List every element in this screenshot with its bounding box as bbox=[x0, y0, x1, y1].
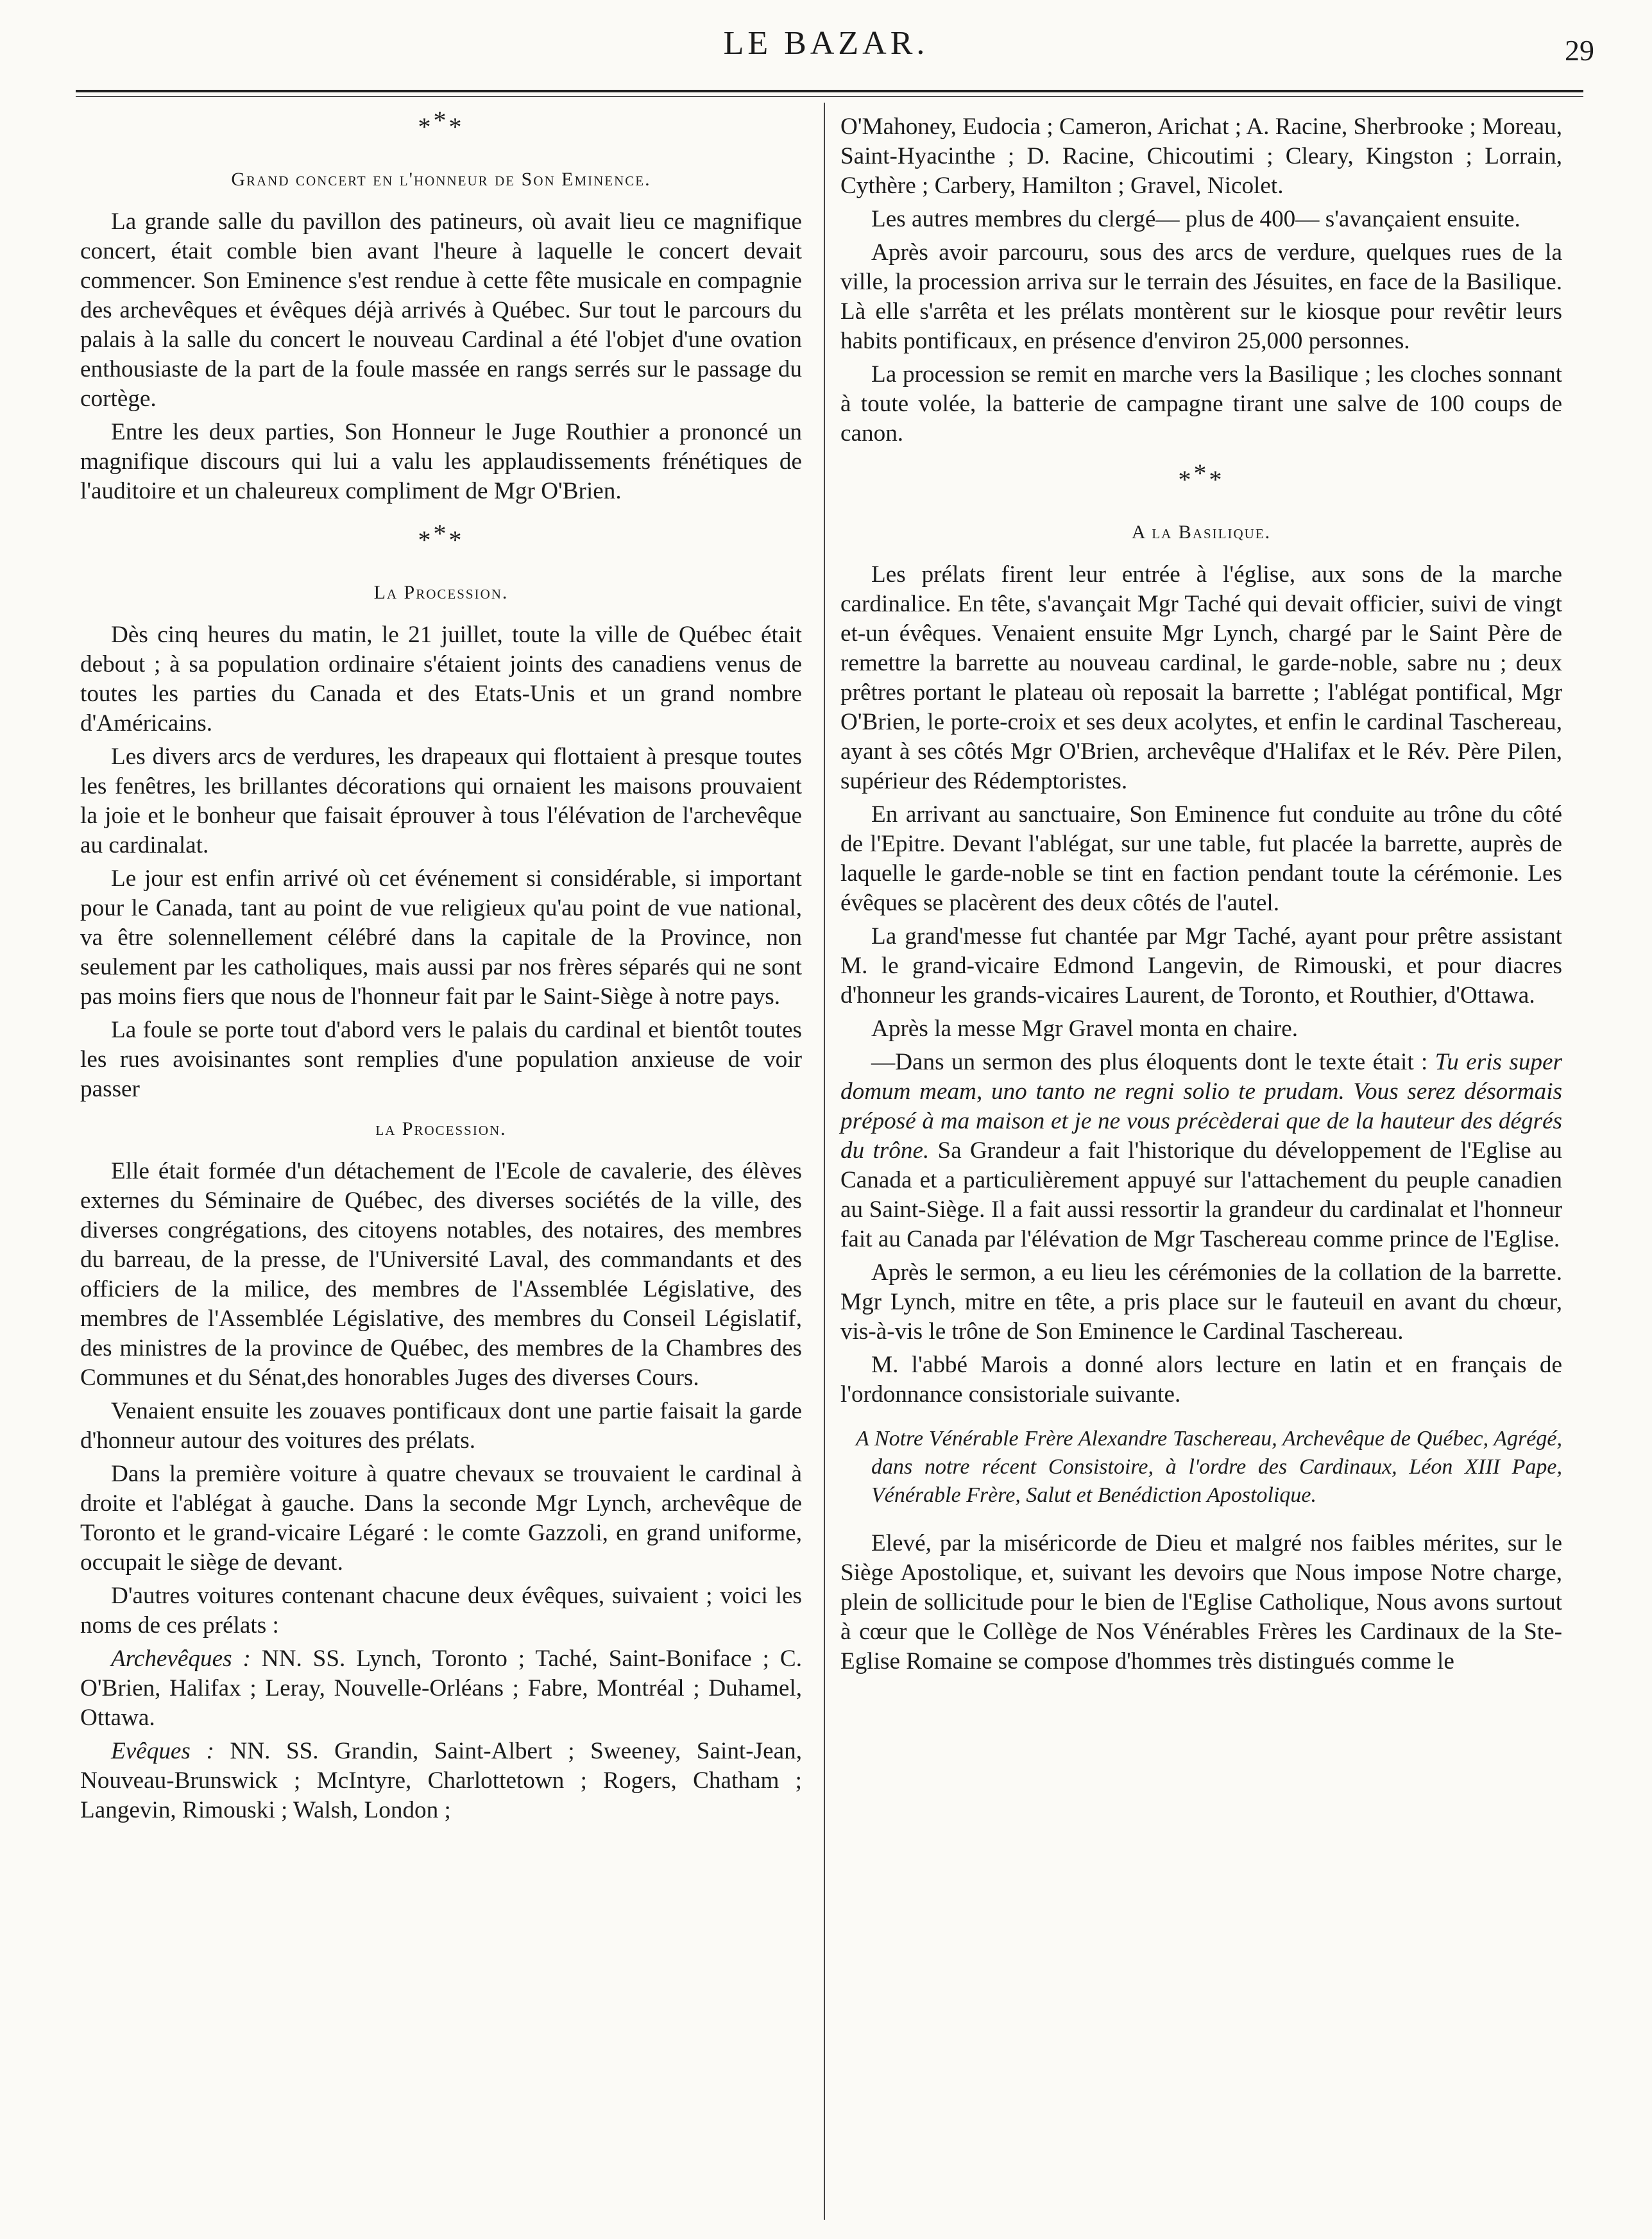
sermon-text-latin-french: Tu eris super domum meam, uno tanto ne regni solio te prudam. Vous serez désormais préposé à ma maison et je ne vous précèderai que de la hauteur des dégrés du trône. bbox=[840, 1049, 1562, 1164]
paragraph: Entre les deux parties, Son Honneur le Juge Routhier a prononcé un magnifique discours qui lui a valu les applaudissements frénétiques de l'auditoire et un chaleureux compliment de Mgr O'Brien. bbox=[80, 419, 802, 504]
papal-address-text: A Notre Vénérable Frère Alexandre Taschereau, Archevêque de Québec, Agrégé, dans notre récent Consistoire, à l'ordre des Cardinaux, Léon XIII Pape, Vénérable Frère, Salut et Benédiction Apostolique. bbox=[856, 1427, 1562, 1507]
paragraph: Les prélats firent leur entrée à l'église, aux sons de la marche cardinalice. En tête, s'avançait Mgr Taché qui devait officier, suivi de vingt et-un évêques. Venaient ensuite Mgr Lynch, chargé par le Saint Père de remettre la barrette au nouveau cardinal, le garde-noble, sabre nu ; deux prêtres portant le plateau où reposait la barrette ; l'ablégat pontifical, Mgr O'Brien, le porte-croix et ses deux acolytes, et enfin le cardinal Taschereau, ayant à ses côtés Mgr O'Brien, archevêque d'Halifax et le Rév. Père Pilen, supérieur des Rédemptoristes. bbox=[840, 561, 1562, 794]
archbishops-names: NN. SS. Lynch, Toronto ; Taché, Saint-Boniface ; C. O'Brien, Halifax ; Leray, Nouvelle-Orléans ; Fabre, Montréal ; Duhamel, Ottawa. bbox=[80, 1646, 802, 1731]
paragraph: Venaient ensuite les zouaves pontificaux dont une partie faisait la garde d'honneur autour des voitures des prélats. bbox=[80, 1398, 802, 1454]
bishops-names: NN. SS. Grandin, Saint-Albert ; Sweeney, Saint-Jean, Nouveau-Brunswick ; McIntyre, Charlottetown ; Rogers, Chatham ; Langevin, Rimouski ; Walsh, London ; bbox=[80, 1738, 802, 1823]
right-column bbox=[840, 112, 1562, 1680]
page-header bbox=[0, 0, 1652, 90]
sermon-summary: Sa Grandeur a fait l'historique du développement de l'Eglise au Canada et a particulièrement appuyé sur l'attachement du peuple canadien au Saint-Siège. Il a fait aussi ressortir la grandeur du cardinalat et l'honneur fait au Canada par l'élévation de Mgr Taschereau comme prince de l'Eglise. bbox=[840, 1137, 1562, 1252]
header-rule-thick bbox=[76, 90, 1583, 92]
sermon-intro: —Dans un sermon des plus éloquents dont le texte était : bbox=[871, 1049, 1435, 1075]
archbishops-list bbox=[80, 1644, 802, 1733]
paragraph: Elle était formée d'un détachement de l'Ecole de cavalerie, des élèves externes du Séminaire de Québec, des diverses sociétés de la ville, des diverses congrégations, des citoyens notables, des notaires, des membres du barreau, de la presse, de l'Université Laval, des commandants et des officiers de la milice, des membres de l'Assemblée Législative, des membres de l'Assemblée Législative, des membres du Conseil Législatif, des ministres de la province de Québec, des membres de la Chambres des Communes et du Sénat,des honorables Juges des diverses Cours. bbox=[80, 1158, 802, 1391]
paragraph: Dans la première voiture à quatre chevaux se trouvaient le cardinal à droite et l'ablégat à gauche. Dans la seconde Mgr Lynch, archevêque de Toronto et le grand-vicaire Légaré : le comte Gazzoli, en grand uniforme, occupait le siège de devant. bbox=[80, 1461, 802, 1576]
paragraph: La procession se remit en marche vers la Basilique ; les cloches sonnant à toute volée, la batterie de campagne tirant une salve de 100 coups de canon. bbox=[840, 361, 1562, 447]
paragraph: M. l'abbé Marois a donné alors lecture en latin et en français de l'ordonnance consistoriale suivante. bbox=[840, 1352, 1562, 1408]
paragraph: Elevé, par la miséricorde de Dieu et malgré nos faibles mérites, sur le Siège Apostolique, et, suivant les devoirs que Nous impose Notre charge, plein de sollicitude pour le bien de l'Eglise Catholique, Nous avons surtout à cœur que le Collège de Nos Vénérables Frères les Cardinaux de la Ste-Eglise Romaine se compose d'hommes très distingués comme le bbox=[840, 1530, 1562, 1674]
section-heading-concert: Grand concert en l'honneur de Son Eminence. bbox=[231, 169, 651, 190]
section-ornament: *** bbox=[418, 106, 464, 141]
header-rule-thin bbox=[76, 96, 1583, 97]
paragraph: La foule se porte tout d'abord vers le palais du cardinal et bientôt toutes les rues avoisinantes sont remplies d'une population anxieuse de voir passer bbox=[80, 1017, 802, 1102]
section-ornament: *** bbox=[1178, 459, 1225, 494]
paragraph: Après la messe Mgr Gravel monta en chaire. bbox=[871, 1016, 1298, 1042]
paragraph: D'autres voitures contenant chacune deux évêques, suivaient ; voici les noms de ces prélats : bbox=[80, 1583, 802, 1639]
sermon-paragraph bbox=[840, 1048, 1562, 1254]
section-heading-procession: La Procession. bbox=[373, 582, 509, 603]
paragraph: En arrivant au sanctuaire, Son Eminence fut conduite au trône du côté de l'Epitre. Devant l'ablégat, sur une table, fut placée la barrette, auprès de laquelle le garde-noble se tint en faction pendant toute la cérémonie. Les évêques se placèrent des deux côtés de l'autel. bbox=[840, 801, 1562, 916]
archbishops-label: Archevêques : bbox=[111, 1646, 251, 1672]
left-column bbox=[80, 106, 802, 1829]
bishops-list bbox=[80, 1737, 802, 1825]
paragraph: La grande salle du pavillon des patineurs, où avait lieu ce magnifique concert, était comble bien avant l'heure à laquelle le concert devait commencer. Son Eminence s'est rendue à cette fête musicale en compagnie des archevêques et évêques déjà arrivés à Québec. Sur tout le parcours du palais à la salle du concert le nouveau Cardinal a été l'objet d'une ovation enthousiaste de la part de la foule massée en rangs serrés sur le passage du cortège. bbox=[80, 209, 802, 412]
paragraph: Les autres membres du clergé— plus de 400— s'avançaient ensuite. bbox=[871, 206, 1520, 232]
paragraph: Les divers arcs de verdures, les drapeaux qui flottaient à presque toutes les fenêtres, les brillantes décorations qui ornaient les maisons prouvaient la joie et le bonheur que faisait éprouver à tous l'élévation de l'archevêque au cardinalat. bbox=[80, 744, 802, 858]
publication-title: LE BAZAR. bbox=[723, 25, 929, 62]
column-divider bbox=[824, 103, 825, 2220]
paragraph: Le jour est enfin arrivé où cet événement si considérable, si important pour le Canada, tant au point de vue religieux qu'au point de vue national, va être solennellement célébré dans la capitale de la Province, non seulement par les catholiques, mais aussi par nos frères séparés qui ne sont pas moins fiers que nous de l'honneur fait par le Saint-Siège à notre pays. bbox=[80, 865, 802, 1010]
section-heading-basilique: A la Basilique. bbox=[1131, 522, 1272, 543]
bishops-label: Evêques : bbox=[111, 1738, 214, 1764]
papal-address bbox=[856, 1425, 1562, 1510]
paragraph: O'Mahoney, Eudocia ; Cameron, Arichat ; A. Racine, Sherbrooke ; Moreau, Saint-Hyacinthe ; D. Racine, Chicoutimi ; Cleary, Kingston ; Lorrain, Cythère ; Carbery, Hamilton ; Gravel, Nicolet. bbox=[840, 114, 1562, 199]
page-number: 29 bbox=[1565, 34, 1594, 67]
paragraph: Après le sermon, a eu lieu les cérémonies de la collation de la barrette. Mgr Lynch, mitre en tête, a pris place sur le fauteuil en avant du chœur, vis-à-vis le trône de Son Eminence le Cardinal Taschereau. bbox=[840, 1259, 1562, 1345]
paragraph: La grand'messe fut chantée par Mgr Taché, ayant pour prêtre assistant M. le grand-vicaire Edmond Langevin, de Rimouski, et pour diacres d'honneur les grands-vicaires Laurent, de Toronto, et Routhier, d'Ottawa. bbox=[840, 923, 1562, 1009]
section-heading-procession-2: la Procession. bbox=[375, 1118, 507, 1139]
paragraph: Après avoir parcouru, sous des arcs de verdure, quelques rues de la ville, la procession arriva sur le terrain des Jésuites, en face de la Basilique. Là elle s'arrêta et les prélats montèrent sur le kiosque pour revêtir leurs habits pontificaux, en présence d'environ 25,000 personnes. bbox=[840, 239, 1562, 354]
paragraph: Dès cinq heures du matin, le 21 juillet, toute la ville de Québec était debout ; à sa population ordinaire s'étaient joints des canadiens venus de toutes les parties du Canada et des Etats-Unis et un grand nombre d'Américains. bbox=[80, 622, 802, 736]
section-ornament: *** bbox=[418, 519, 464, 554]
